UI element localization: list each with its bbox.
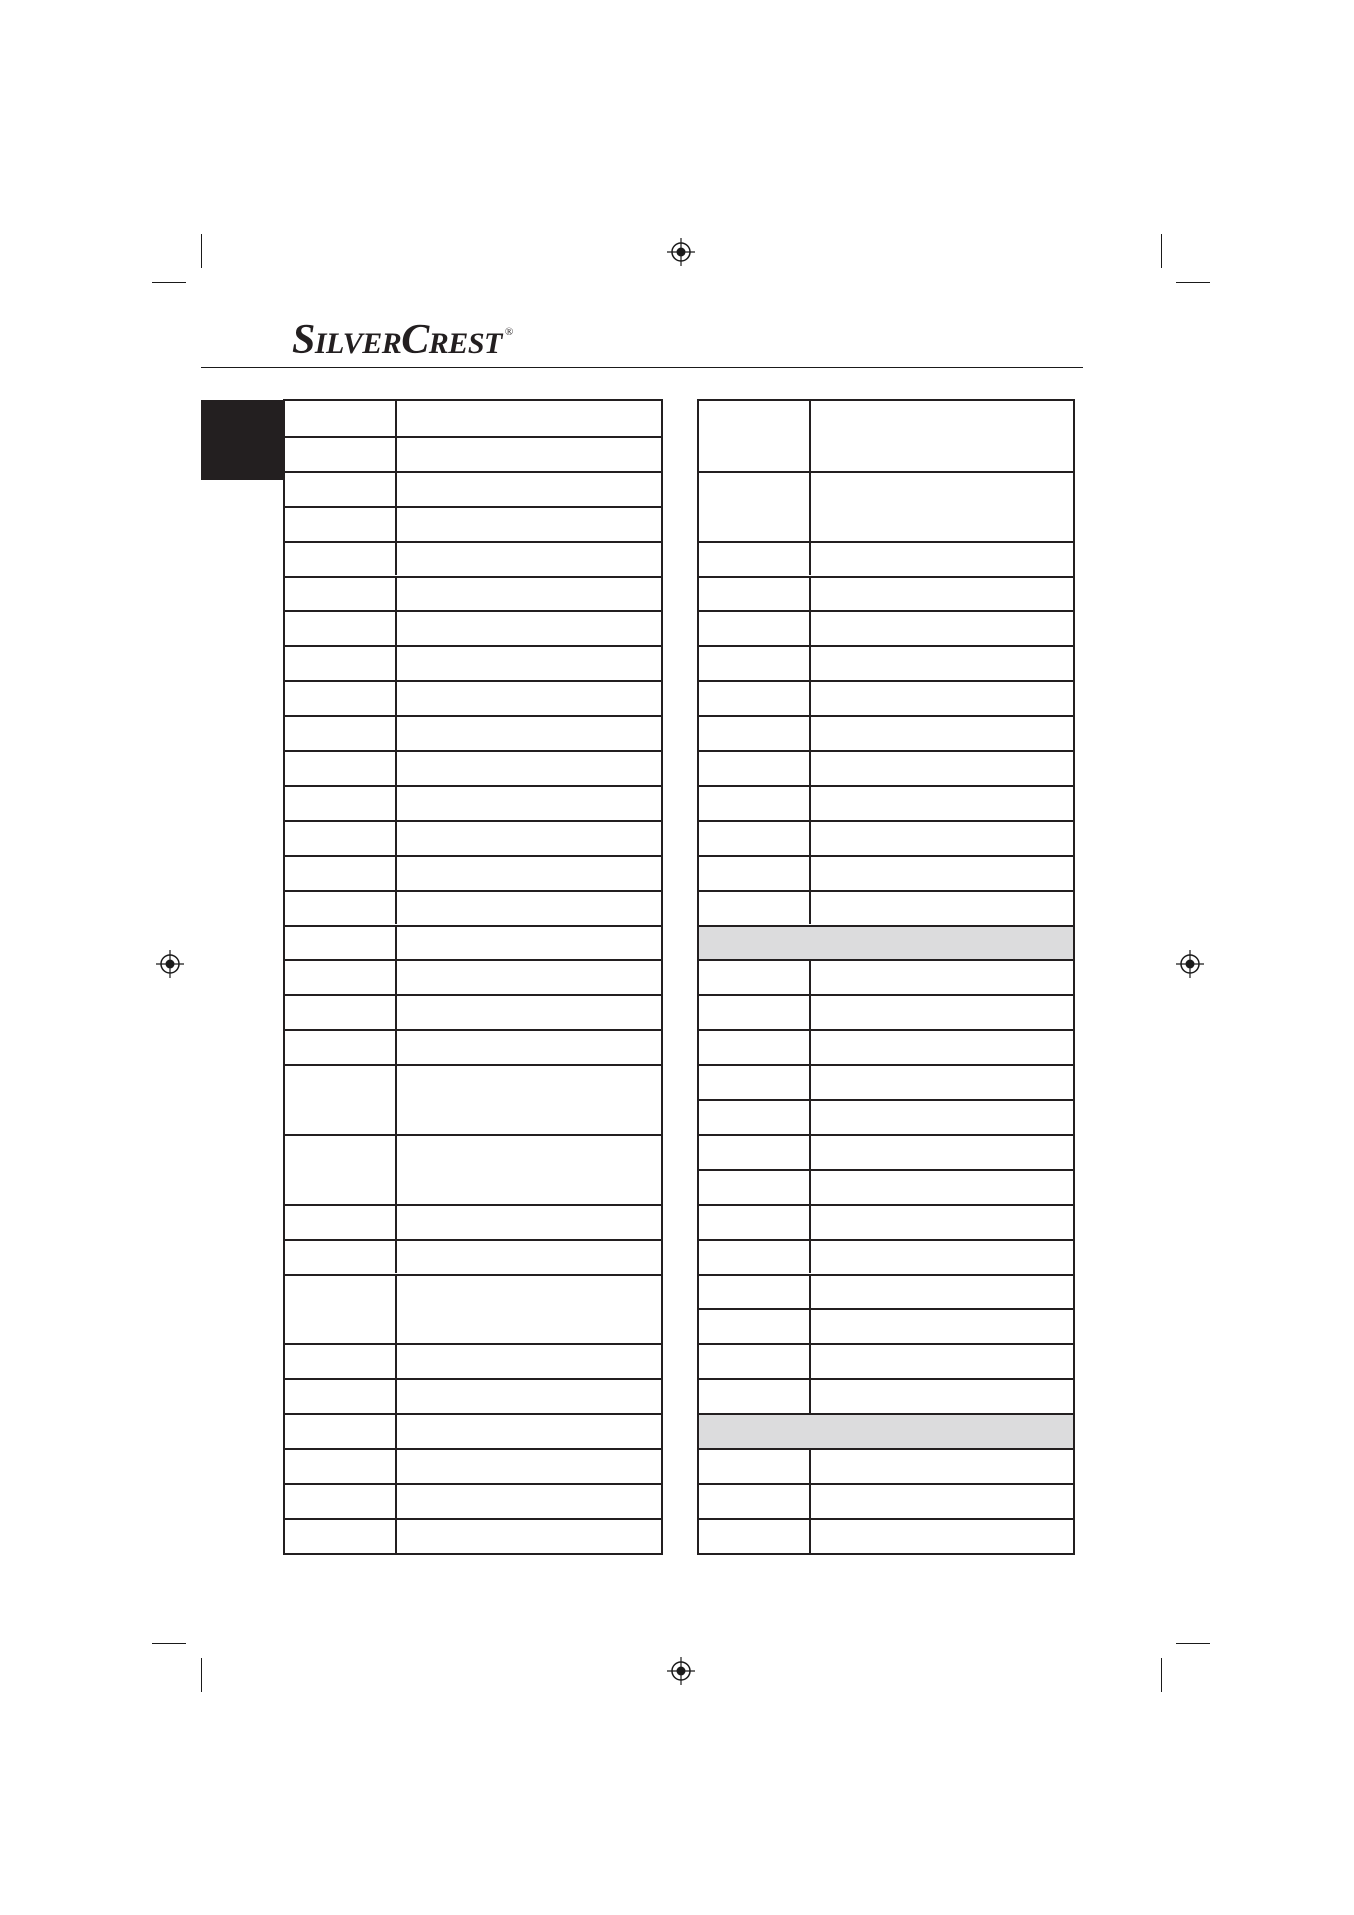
table-row	[285, 471, 661, 506]
table-cell-key	[699, 1345, 811, 1378]
table-cell-key	[285, 612, 397, 645]
cell-text	[397, 1031, 661, 1039]
cell-text	[397, 1485, 661, 1493]
cell-text	[397, 543, 661, 551]
table-cell-key	[699, 1066, 811, 1099]
cell-text	[397, 787, 661, 795]
crop-mark-bottom-right	[1161, 1658, 1162, 1692]
table-cell-key	[285, 682, 397, 715]
cell-text	[397, 822, 661, 830]
table-row	[699, 680, 1073, 715]
crop-mark-top-right-h	[1176, 282, 1210, 283]
table-cell-key	[285, 438, 397, 471]
table-row	[699, 959, 1073, 994]
table-row	[699, 576, 1073, 611]
table-row	[699, 1308, 1073, 1343]
table-row	[285, 401, 661, 436]
cell-text	[811, 1241, 1073, 1249]
table-row	[699, 1448, 1073, 1483]
cell-text	[699, 1206, 809, 1214]
table-row	[699, 1518, 1073, 1553]
cell-text	[285, 1345, 395, 1353]
cell-text	[811, 1485, 1073, 1493]
cell-text	[285, 508, 395, 516]
table-cell-key	[285, 578, 397, 611]
cell-text	[811, 1031, 1073, 1039]
cell-text	[811, 647, 1073, 655]
cell-text	[397, 1345, 661, 1353]
cell-text	[397, 1066, 661, 1074]
cell-text	[811, 543, 1073, 551]
cell-text	[397, 996, 661, 1004]
cell-text	[285, 1520, 395, 1528]
table-cell-key	[285, 1520, 397, 1553]
table-cell-key	[285, 473, 397, 506]
cell-text	[285, 1031, 395, 1039]
cell-text	[285, 473, 395, 481]
table-cell-key	[699, 1206, 811, 1239]
crop-mark-top-left	[201, 234, 202, 268]
cell-text	[811, 752, 1073, 760]
table-cell-key	[285, 1031, 397, 1064]
table-row	[699, 1134, 1073, 1169]
cell-text	[699, 892, 809, 900]
table-cell-key	[285, 1415, 397, 1448]
table-cell-key	[699, 1241, 811, 1274]
cell-text	[699, 543, 809, 551]
cell-text	[699, 1031, 809, 1039]
table-row	[285, 541, 661, 576]
cell-text	[397, 1520, 661, 1528]
table-cell-key	[699, 401, 811, 471]
table-cell-key	[285, 822, 397, 855]
table-cell-key	[285, 961, 397, 994]
table-cell-key	[699, 1276, 811, 1309]
cell-text	[699, 401, 809, 409]
cell-text	[397, 682, 661, 690]
table-cell-key	[699, 543, 811, 576]
cell-text	[699, 578, 809, 586]
table-row	[699, 1169, 1073, 1204]
table-cell-key	[285, 543, 397, 576]
table-cell-key	[699, 612, 811, 645]
table-row	[285, 994, 661, 1029]
cell-text	[699, 1485, 809, 1493]
table-cell-key	[285, 1485, 397, 1518]
table-row	[699, 1064, 1073, 1099]
table-cell-key	[699, 1450, 811, 1483]
table-cell-key	[699, 717, 811, 750]
cell-text	[285, 647, 395, 655]
table-row	[285, 855, 661, 890]
table-row	[699, 994, 1073, 1029]
cell-text	[699, 857, 809, 865]
cell-text	[285, 752, 395, 760]
cell-text	[397, 473, 661, 481]
cell-text	[699, 1276, 809, 1284]
table-row	[699, 645, 1073, 680]
cell-text	[285, 682, 395, 690]
table-row	[285, 680, 661, 715]
table-cell-key	[699, 1101, 811, 1134]
cell-text	[397, 1450, 661, 1458]
table-cell-key	[699, 892, 811, 925]
table-row	[699, 1029, 1073, 1064]
table-section-row	[699, 1413, 1073, 1448]
table-row	[285, 715, 661, 750]
registration-target-icon	[667, 1657, 695, 1685]
section-text	[699, 1415, 1073, 1423]
cell-text	[397, 717, 661, 725]
language-tab-marker	[201, 400, 284, 480]
cell-text	[699, 1520, 809, 1528]
table-row	[285, 436, 661, 471]
table-cell-key	[285, 1206, 397, 1239]
table-cell-key	[699, 1310, 811, 1343]
table-cell-key	[285, 1380, 397, 1413]
table-row	[285, 1448, 661, 1483]
cell-text	[285, 1276, 395, 1284]
cell-text	[811, 787, 1073, 795]
table-cell-key	[699, 822, 811, 855]
table-cell-key	[285, 1450, 397, 1483]
cell-text	[285, 1136, 395, 1144]
table-row	[699, 1239, 1073, 1274]
cell-text	[699, 1345, 809, 1353]
cell-text	[811, 1520, 1073, 1528]
table-row	[285, 506, 661, 541]
table-cell-key	[285, 647, 397, 680]
cell-text	[285, 961, 395, 969]
left-table	[283, 399, 663, 1555]
cell-text	[285, 996, 395, 1004]
crop-mark-bottom-right-h	[1176, 1643, 1210, 1644]
table-row	[285, 1204, 661, 1239]
table-cell-key	[699, 961, 811, 994]
table-row	[285, 610, 661, 645]
cell-text	[811, 1101, 1073, 1109]
crop-mark-top-right	[1161, 234, 1162, 268]
table-row	[699, 890, 1073, 925]
table-row	[699, 610, 1073, 645]
cell-text	[811, 1310, 1073, 1318]
cell-text	[699, 1171, 809, 1179]
cell-text	[397, 752, 661, 760]
cell-text	[285, 1241, 395, 1249]
cell-text	[699, 1310, 809, 1318]
crop-mark-bottom-left-h	[152, 1643, 186, 1644]
cell-text	[699, 822, 809, 830]
table-cell-key	[699, 1520, 811, 1553]
cell-text	[397, 1380, 661, 1388]
cell-text	[811, 612, 1073, 620]
cell-text	[699, 1380, 809, 1388]
table-cell-key	[699, 787, 811, 820]
section-text	[699, 927, 1073, 935]
table-row	[285, 785, 661, 820]
table-cell-key	[285, 717, 397, 750]
table-row	[699, 1483, 1073, 1518]
header-rule	[201, 367, 1083, 368]
table-cell-key	[285, 752, 397, 785]
cell-text	[811, 1380, 1073, 1388]
cell-text	[811, 473, 1073, 481]
cell-text	[285, 1206, 395, 1214]
cell-text	[811, 961, 1073, 969]
table-cell-key	[285, 1241, 397, 1274]
cell-text	[285, 1485, 395, 1493]
table-row	[699, 820, 1073, 855]
table-row	[699, 750, 1073, 785]
cell-text	[397, 1415, 661, 1423]
table-row	[285, 890, 661, 925]
cell-text	[397, 961, 661, 969]
cell-text	[397, 1206, 661, 1214]
crop-mark-top-left-h	[152, 282, 186, 283]
table-cell-key	[285, 996, 397, 1029]
cell-text	[699, 1241, 809, 1249]
cell-text	[811, 578, 1073, 586]
table-row	[285, 1029, 661, 1064]
cell-text	[285, 892, 395, 900]
cell-text	[699, 1066, 809, 1074]
cell-text	[397, 892, 661, 900]
cell-text	[285, 1415, 395, 1423]
cell-text	[699, 717, 809, 725]
table-row	[285, 959, 661, 994]
cell-text	[811, 401, 1073, 409]
cell-text	[285, 1380, 395, 1388]
cell-text	[285, 822, 395, 830]
cell-text	[397, 401, 661, 409]
cell-text	[397, 1241, 661, 1249]
table-row	[285, 1518, 661, 1553]
table-row	[285, 820, 661, 855]
cell-text	[699, 1101, 809, 1109]
table-cell-key	[699, 682, 811, 715]
cell-text	[285, 1066, 395, 1074]
table-row	[699, 471, 1073, 541]
cell-text	[811, 892, 1073, 900]
cell-text	[285, 438, 395, 446]
right-table	[697, 399, 1075, 1555]
table-cell-key	[285, 1276, 397, 1344]
cell-text	[699, 473, 809, 481]
cell-text	[285, 787, 395, 795]
cell-text	[699, 1136, 809, 1144]
table-cell-key	[699, 752, 811, 785]
table-cell-key	[699, 1031, 811, 1064]
table-row	[285, 1378, 661, 1413]
cell-text	[397, 647, 661, 655]
cell-text	[397, 857, 661, 865]
table-row	[699, 1343, 1073, 1378]
cell-text	[811, 1450, 1073, 1458]
table-cell-key	[699, 473, 811, 541]
table-row	[699, 401, 1073, 471]
table-row	[285, 1064, 661, 1134]
table-cell-key	[699, 996, 811, 1029]
cell-text	[699, 961, 809, 969]
table-row	[285, 925, 661, 960]
cell-text	[811, 1206, 1073, 1214]
table-row	[285, 576, 661, 611]
cell-text	[811, 682, 1073, 690]
cell-text	[397, 1276, 661, 1284]
cell-text	[699, 752, 809, 760]
cell-text	[397, 612, 661, 620]
cell-text	[811, 1136, 1073, 1144]
table-cell-key	[285, 787, 397, 820]
cell-text	[811, 857, 1073, 865]
table-row	[699, 1099, 1073, 1134]
table-row	[285, 1274, 661, 1344]
table-row	[285, 1483, 661, 1518]
cell-text	[811, 822, 1073, 830]
cell-text	[699, 612, 809, 620]
registration-target-icon	[667, 238, 695, 266]
cell-text	[699, 682, 809, 690]
registration-target-icon	[156, 950, 184, 978]
table-row	[699, 855, 1073, 890]
table-cell-key	[699, 647, 811, 680]
table-cell-key	[285, 1136, 397, 1204]
cell-text	[699, 647, 809, 655]
registration-target-icon	[1176, 950, 1204, 978]
table-cell-key	[285, 857, 397, 890]
cell-text	[397, 508, 661, 516]
cell-text	[285, 857, 395, 865]
table-row	[285, 750, 661, 785]
cell-text	[811, 717, 1073, 725]
cell-text	[285, 578, 395, 586]
table-row	[699, 541, 1073, 576]
cell-text	[699, 996, 809, 1004]
cell-text	[811, 1276, 1073, 1284]
cell-text	[397, 438, 661, 446]
cell-text	[811, 996, 1073, 1004]
cell-text	[397, 1136, 661, 1144]
table-row	[285, 1413, 661, 1448]
table-cell-key	[699, 1136, 811, 1169]
table-row	[699, 1204, 1073, 1239]
table-cell-key	[285, 1345, 397, 1378]
table-cell-key	[285, 927, 397, 960]
table-cell-key	[285, 508, 397, 541]
cell-text	[811, 1171, 1073, 1179]
cell-text	[285, 543, 395, 551]
table-cell-key	[699, 1380, 811, 1413]
cell-text	[699, 1450, 809, 1458]
table-row	[285, 1134, 661, 1204]
cell-text	[285, 1450, 395, 1458]
cell-text	[699, 787, 809, 795]
table-row	[285, 1343, 661, 1378]
cell-text	[811, 1066, 1073, 1074]
table-cell-key	[285, 401, 397, 436]
table-row	[285, 1239, 661, 1274]
table-cell-key	[285, 892, 397, 925]
table-cell-key	[699, 857, 811, 890]
crop-mark-bottom-left	[201, 1658, 202, 1692]
table-cell-key	[699, 1485, 811, 1518]
cell-text	[285, 612, 395, 620]
cell-text	[397, 578, 661, 586]
cell-text	[397, 927, 661, 935]
table-row	[285, 645, 661, 680]
table-cell-key	[699, 578, 811, 611]
silvercrest-logo: SILVERCREST ®	[292, 317, 513, 363]
cell-text	[811, 1345, 1073, 1353]
table-row	[699, 1274, 1073, 1309]
cell-text	[285, 717, 395, 725]
table-section-row	[699, 925, 1073, 960]
table-cell-key	[285, 1066, 397, 1134]
table-row	[699, 1378, 1073, 1413]
table-cell-key	[699, 1171, 811, 1204]
table-row	[699, 785, 1073, 820]
table-row	[699, 715, 1073, 750]
cell-text	[285, 401, 395, 409]
cell-text	[285, 927, 395, 935]
